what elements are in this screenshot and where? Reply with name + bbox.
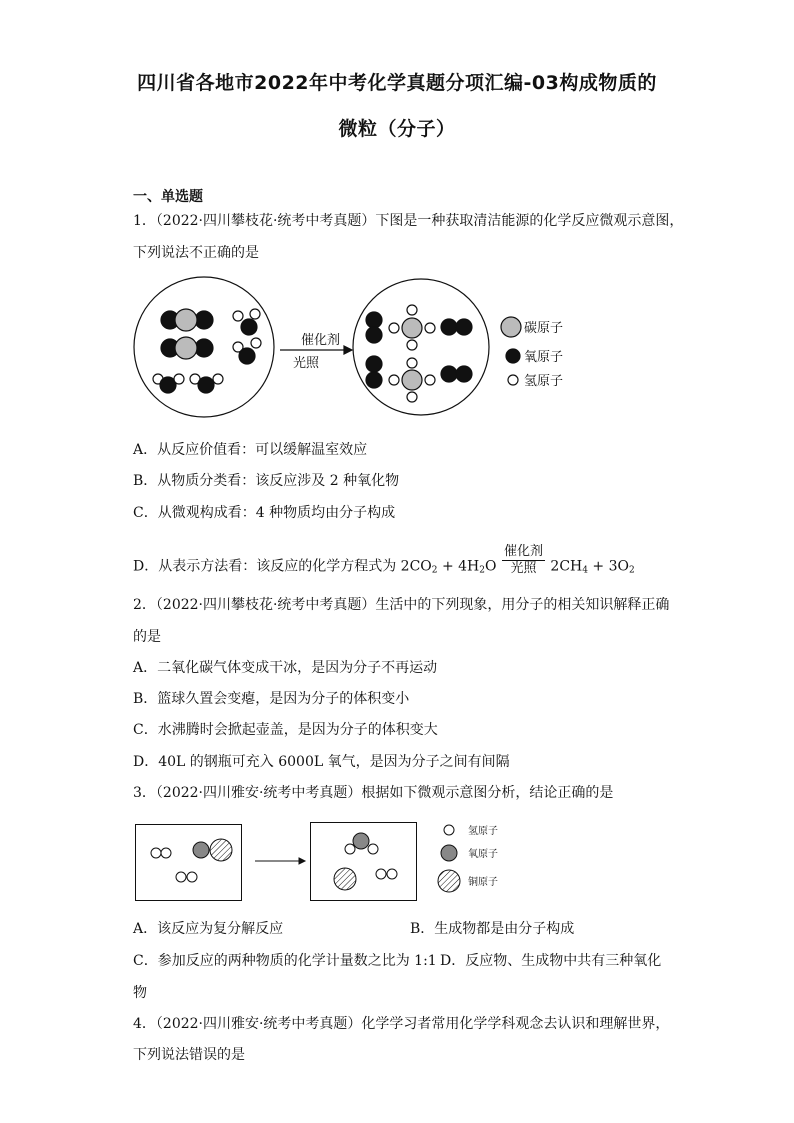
subscript: 2	[479, 565, 485, 576]
q3-legend-copper: 铜原子	[468, 877, 498, 888]
q1-option-c: C．从微观构成看：4 种物质均由分子构成	[133, 505, 396, 521]
q3-option-a: A．该反应为复分解反应	[133, 921, 284, 937]
q3-legend-oxygen: 氧原子	[468, 849, 498, 860]
q1-option-d-text: D．从表示方法看：该反应的化学方程式为 2CO	[133, 558, 432, 575]
q1-option-d-text: + 3O	[587, 558, 629, 575]
q2-option-c: C．水沸腾时会掀起壶盖，是因为分子的体积变大	[133, 722, 438, 738]
subscript: 4	[582, 565, 588, 576]
q1-arrow-label-top: 催化剂	[301, 333, 341, 348]
product-circle	[353, 279, 489, 415]
subscript: 2	[431, 565, 438, 576]
q1-legend-carbon: 碳原子	[524, 321, 564, 336]
q3-reactant-box	[136, 825, 242, 901]
condition-bottom: 光照	[510, 561, 537, 576]
subscript: 2	[628, 565, 635, 576]
reaction-condition	[502, 544, 545, 577]
q3-stem: 3．（2022·四川雅安·统考中考真题）根据如下微观示意图分析，结论正确的是	[133, 785, 614, 801]
q2-option-d: D．40L 的钢瓶可充入 6000L 氧气，是因为分子之间有间隔	[133, 754, 510, 770]
q1-stem-line2: 下列说法不正确的是	[133, 245, 259, 261]
q4-stem-line1: 4．（2022·四川雅安·统考中考真题）化学学习者常用化学学科观念去认识和理解世界，	[133, 1016, 670, 1032]
q1-option-d-text: + 4H	[437, 558, 480, 575]
q1-legend-hydrogen: 氢原子	[524, 374, 564, 389]
q1-option-a: A．从反应价值看：可以缓解温室效应	[133, 442, 368, 458]
q1-option-d-text: O	[485, 558, 497, 575]
q3-option-d: D．反应物、生成物中共有三种氧化	[440, 953, 662, 969]
q2-stem-line1: 2．（2022·四川攀枝花·统考中考真题）生活中的下列现象，用分子的相关知识解释正确	[133, 597, 670, 613]
q1-stem-line1: 1．（2022·四川攀枝花·统考中考真题）下图是一种获取清洁能源的化学反应微观示意图，	[133, 213, 684, 229]
q1-option-d-text: 2CH	[550, 558, 583, 575]
q1-legend-oxygen: 氧原子	[524, 350, 564, 365]
q3-option-d-wrap: 物	[133, 985, 147, 1001]
q2-option-b: B．篮球久置会变瘪，是因为分子的体积变小	[133, 691, 410, 707]
q3-legend-hydrogen: 氢原子	[468, 826, 498, 837]
q2-option-a: A．二氧化碳气体变成干冰，是因为分子不再运动	[133, 660, 438, 676]
section-heading: 一、单选题	[133, 189, 203, 205]
condition-top: 催化剂	[503, 544, 543, 559]
page-title-line1: 四川省各地市2022年中考化学真题分项汇编-03构成物质的	[137, 72, 657, 94]
q3-option-c: C．参加反应的两种物质的化学计量数之比为 1:1	[133, 953, 437, 969]
q2-stem-line2: 的是	[133, 629, 161, 645]
q3-option-b: B．生成物都是由分子构成	[410, 921, 575, 937]
q1-arrow-label-bottom: 光照	[293, 356, 320, 371]
page-title-line2: 微粒（分子）	[338, 118, 456, 140]
q1-reaction-diagram	[130, 272, 590, 422]
q3-reaction-diagram	[135, 818, 515, 904]
q4-stem-line2: 下列说法错误的是	[133, 1047, 245, 1063]
q1-option-d	[133, 544, 635, 583]
q1-option-b: B．从物质分类看：该反应涉及 2 种氧化物	[133, 473, 400, 489]
